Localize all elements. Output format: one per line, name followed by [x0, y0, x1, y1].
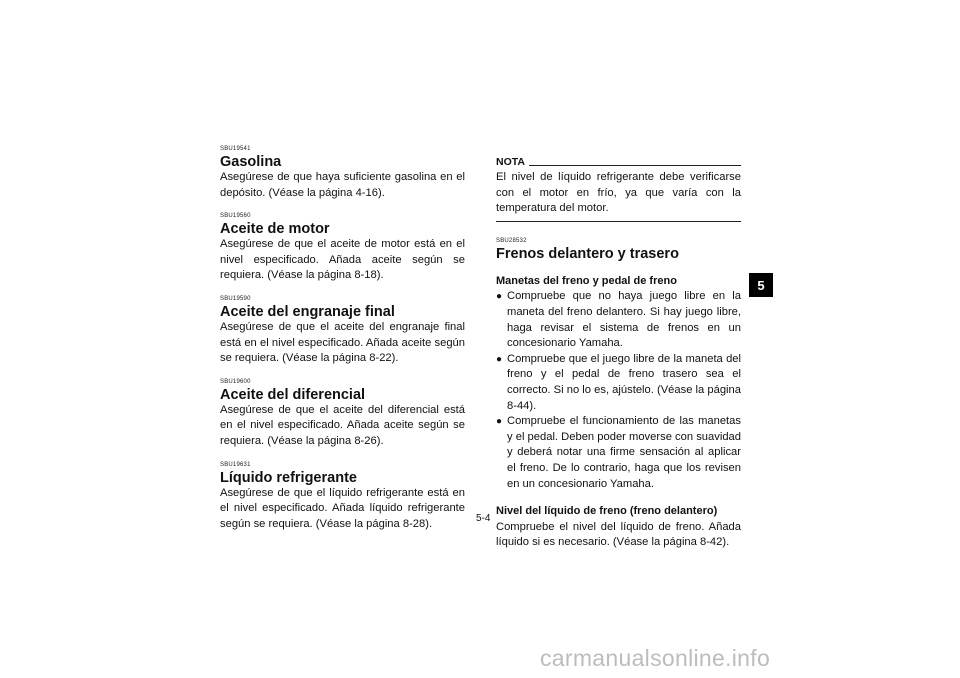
section-title: Frenos delantero y trasero	[496, 245, 679, 262]
nota-bottom-divider	[496, 221, 741, 222]
page-number: 5-4	[476, 513, 491, 524]
section-title: Aceite de motor	[220, 221, 330, 238]
chapter-tab: 5	[749, 273, 773, 297]
bullet-icon: ●	[496, 353, 503, 365]
section-gasolina	[220, 146, 465, 201]
bullet-icon: ●	[496, 291, 503, 303]
bullet-text: Compruebe el funcionamiento de las manetas y el pedal. Deben poder moverse con suavidad y deberá notar una firme sensación al aplicar el freno. De lo contrario, haga que los revisen en un concesionario Yamaha.	[507, 415, 741, 490]
section-title: Aceite del engranaje final	[220, 303, 395, 320]
section-aceite-diferencial	[220, 379, 465, 450]
section-title: Aceite del diferencial	[220, 386, 366, 403]
section-aceite-motor	[220, 213, 465, 284]
left-column	[220, 146, 465, 544]
bullet-icon: ●	[496, 416, 503, 428]
section-text: Asegúrese de que haya suficiente gasolina en el depósito. (Véase la página 4-16).	[220, 171, 465, 199]
section-liquido-refrigerante	[220, 462, 465, 533]
section-text: Asegúrese de que el aceite del diferencial está en el nivel especificado. Añada aceite según se requiera. (Véase la página 8-26).	[220, 403, 465, 447]
watermark-text: carmanualsonline.info	[540, 645, 771, 671]
nota-header	[496, 156, 741, 168]
section-code: SBU19600	[220, 378, 251, 385]
section-text: Asegúrese de que el aceite del engranaje final está en el nivel especificado. Añada aceite según se requiera. (Véase la página 8-22).	[220, 320, 465, 365]
bullet-list	[496, 289, 741, 492]
list-item	[496, 289, 741, 351]
subheading-manetas: Manetas del freno y pedal de freno	[496, 274, 677, 287]
section-text: Asegúrese de que el aceite de motor está en el nivel especificado. Añada aceite según se requiera. (Véase la página 8-18).	[220, 238, 465, 282]
section-aceite-engranaje	[220, 296, 465, 367]
section-title: Gasolina	[220, 154, 282, 170]
section-code: SBU19541	[220, 146, 251, 152]
right-column	[496, 156, 741, 551]
nota-text: El nivel de líquido refrigerante debe verificarse con el motor en frío, ya que varía con la temperatura del motor.	[496, 171, 741, 215]
bullet-text: Compruebe que el juego libre de la maneta del freno y el pedal de freno trasero sea el correcto. Si no lo es, ajústelo. (Véase la página 8-44).	[507, 352, 741, 412]
section-code: SBU19590	[220, 295, 251, 302]
section-code: SBU19631	[220, 461, 251, 468]
nota-label: NOTA	[496, 156, 525, 168]
section-code: SBU19560	[220, 213, 251, 220]
list-item	[496, 414, 741, 492]
nota-divider	[529, 165, 741, 166]
section-text: Asegúrese de que el líquido refrigerante está en el nivel especificado. Añada líquido refrigerante según se requiera. (Véase la página 8-28).	[220, 486, 465, 530]
section-code: SBU28532	[496, 237, 527, 244]
section-title: Líquido refrigerante	[220, 469, 357, 486]
list-item	[496, 352, 741, 414]
bullet-text: Compruebe que no haya juego libre en la maneta del freno delantero. Si hay juego libre, haga revisar el sistema de frenos en un concesionario Yamaha.	[507, 290, 741, 350]
subheading-nivel-liquido: Nivel del líquido de freno (freno delantero)	[496, 505, 718, 518]
section-text: Compruebe el nivel del líquido de freno. Añada líquido si es necesario. (Véase la página 8-42).	[496, 520, 741, 549]
